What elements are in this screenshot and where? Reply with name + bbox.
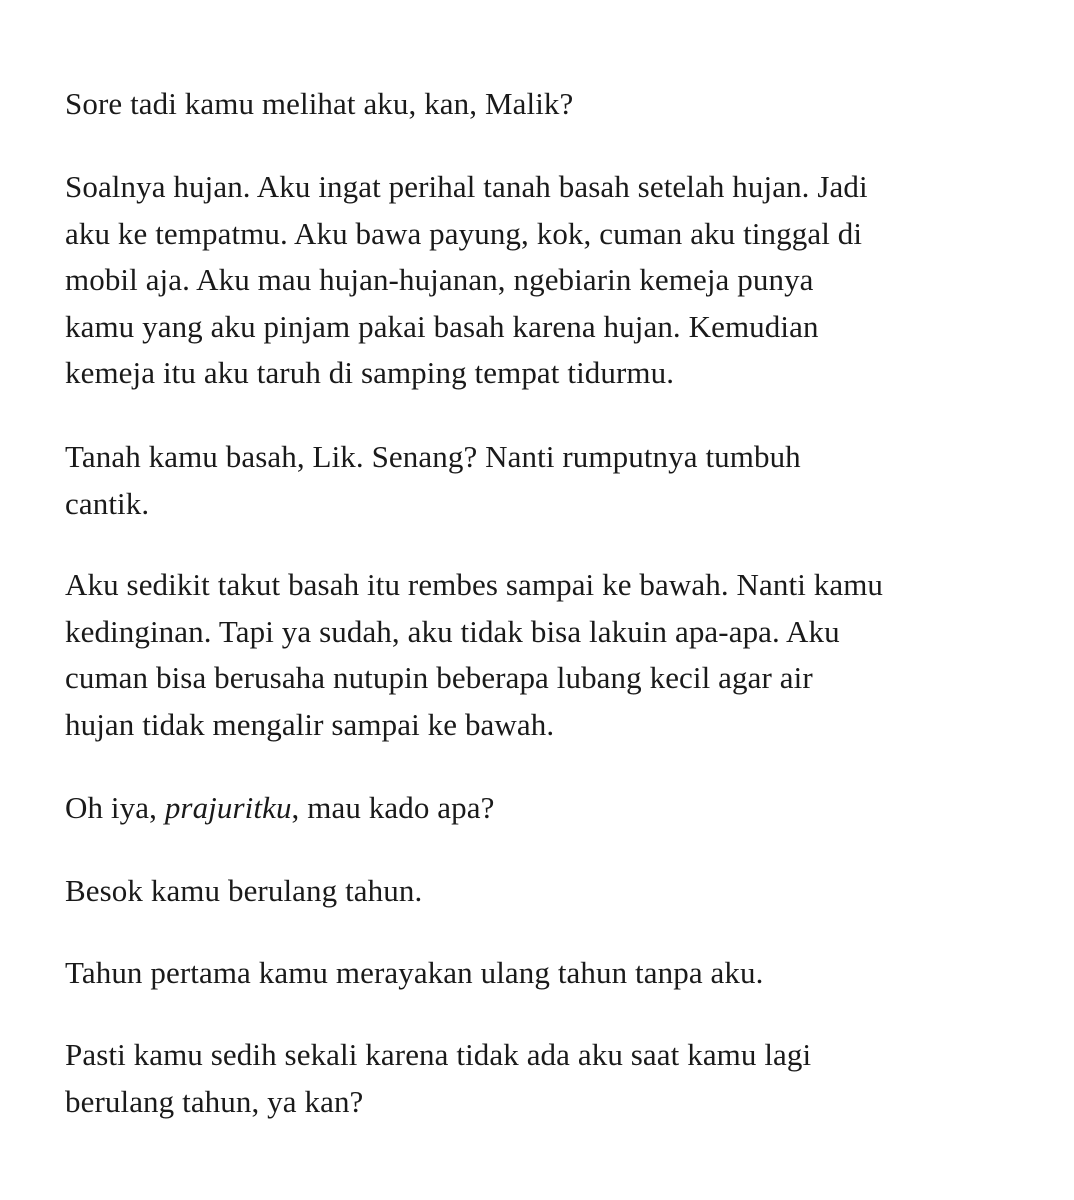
paragraph-7 xyxy=(65,950,763,997)
text-line: hujan tidak mengalir sampai ke bawah. xyxy=(65,706,555,742)
text-line: Tanah kamu basah, Lik. Senang? Nanti rumputnya tumbuh xyxy=(65,439,801,474)
text-line: Aku sedikit takut basah itu rembes sampai ke bawah. Nanti kamu xyxy=(65,567,884,602)
text-prefix: Oh iya, xyxy=(65,790,165,825)
italic-word: prajuritku xyxy=(164,790,292,825)
text-line: kamu yang aku pinjam pakai basah karena hujan. Kemudian xyxy=(65,308,819,344)
text-line: Besok kamu berulang tahun. xyxy=(65,873,423,908)
text-line: Pasti kamu sedih sekali karena tidak ada aku saat kamu lagi xyxy=(65,1037,812,1072)
paragraph-5 xyxy=(65,785,494,832)
text-line: Tahun pertama kamu merayakan ulang tahun tanpa aku. xyxy=(65,955,764,990)
text-line: berulang tahun, ya kan? xyxy=(65,1083,364,1119)
text-line: Soalnya hujan. Aku ingat perihal tanah basah setelah hujan. Jadi xyxy=(65,169,868,204)
paragraph-4 xyxy=(65,562,883,748)
text-suffix: , mau kado apa? xyxy=(291,790,495,825)
text-line: cuman bisa berusaha nutupin beberapa lubang kecil agar air xyxy=(65,660,813,695)
text-line: aku ke tempatmu. Aku bawa payung, kok, cuman aku tinggal di xyxy=(65,215,863,251)
paragraph-2 xyxy=(65,164,868,397)
text-line: kedinginan. Tapi ya sudah, aku tidak bisa lakuin apa-apa. Aku xyxy=(65,613,840,649)
text-line: mobil aja. Aku mau hujan-hujanan, ngebiarin kemeja punya xyxy=(65,262,814,297)
paragraph-3 xyxy=(65,434,801,527)
text-line: kemeja itu aku taruh di samping tempat tidurmu. xyxy=(65,355,675,390)
paragraph-8 xyxy=(65,1032,811,1125)
text-line xyxy=(65,785,494,832)
text-line: cantik. xyxy=(65,485,150,521)
paragraph-6 xyxy=(65,868,422,915)
text-line: Sore tadi kamu melihat aku, kan, Malik? xyxy=(65,86,574,121)
paragraph-1 xyxy=(65,81,573,128)
